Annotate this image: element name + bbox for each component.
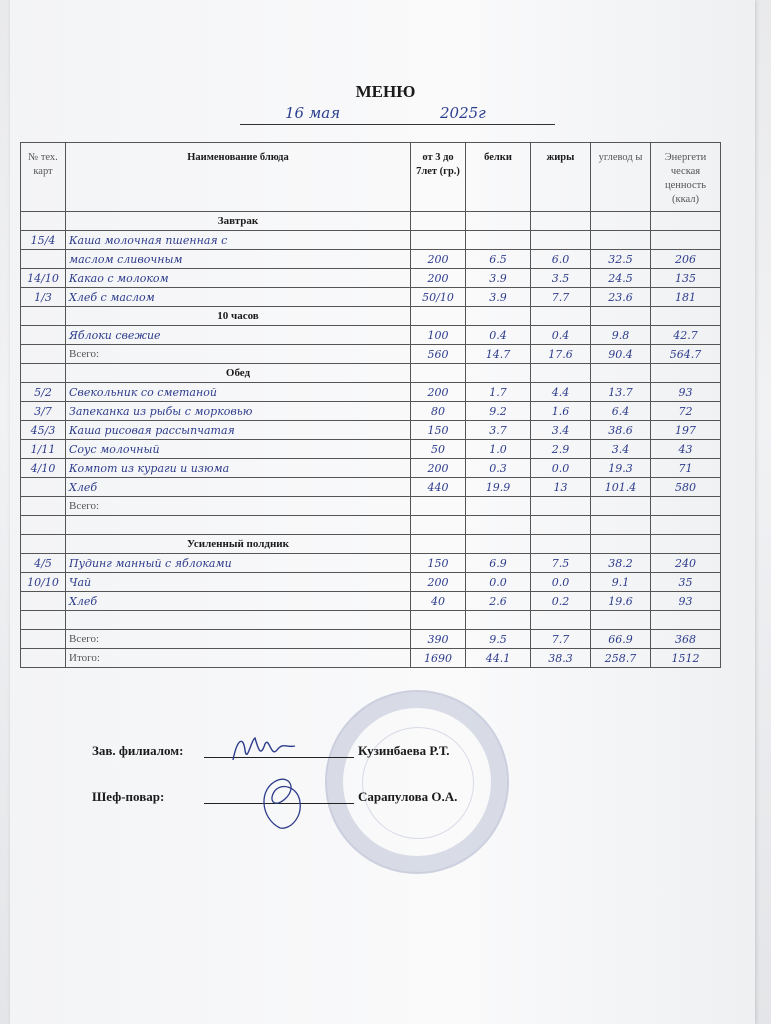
- cell-protein: 3.7: [466, 421, 531, 440]
- empty-cell: [21, 535, 66, 554]
- cell-name: Хлеб с маслом: [66, 288, 411, 307]
- header-name: Наименование блюда: [66, 143, 411, 212]
- empty-cell: [591, 212, 651, 231]
- cell-num: [21, 478, 66, 497]
- empty-cell: [651, 212, 721, 231]
- section-title: Усиленный полдник: [66, 535, 411, 554]
- section-title: 10 часов: [66, 307, 411, 326]
- total-carbs: 258.7: [591, 649, 651, 668]
- cell-energy: 42.7: [651, 326, 721, 345]
- empty-cell: [411, 611, 466, 630]
- cell-protein: [466, 231, 531, 250]
- cell-fat: 0.0: [531, 459, 591, 478]
- total-row: [21, 649, 721, 668]
- empty-cell: [531, 535, 591, 554]
- cell-fat: 7.7: [531, 288, 591, 307]
- blank-row: [21, 611, 721, 630]
- total-energy: 564.7: [651, 345, 721, 364]
- empty-cell: [411, 364, 466, 383]
- empty-cell: [21, 630, 66, 649]
- menu-date: [240, 104, 555, 125]
- header-portion: от 3 до 7лет (гр.): [411, 143, 466, 212]
- section-row: [21, 535, 721, 554]
- total-portion: 390: [411, 630, 466, 649]
- total-protein: 9.5: [466, 630, 531, 649]
- cell-energy: 135: [651, 269, 721, 288]
- blank-row: [21, 516, 721, 535]
- cell-portion: 50: [411, 440, 466, 459]
- table-row: [21, 402, 721, 421]
- empty-cell: [531, 307, 591, 326]
- cell-portion: 200: [411, 383, 466, 402]
- empty-cell: [66, 611, 411, 630]
- cell-name: Яблоки свежие: [66, 326, 411, 345]
- cell-energy: 35: [651, 573, 721, 592]
- cell-num: 15/4: [21, 231, 66, 250]
- empty-cell: [591, 307, 651, 326]
- chef-label: Шеф-повар:: [92, 789, 165, 804]
- empty-cell: [651, 497, 721, 516]
- cell-fat: 1.6: [531, 402, 591, 421]
- cell-name: Компот из кураги и изюма: [66, 459, 411, 478]
- cell-protein: 3.9: [466, 288, 531, 307]
- official-stamp: [325, 690, 509, 874]
- cell-name: Каша молочная пшенная с: [66, 231, 411, 250]
- cell-portion: 200: [411, 250, 466, 269]
- cell-num: [21, 592, 66, 611]
- cell-portion: 200: [411, 573, 466, 592]
- table-header-row: [21, 143, 721, 212]
- cell-carbs: 9.8: [591, 326, 651, 345]
- total-label: Итого:: [66, 649, 411, 668]
- cell-name: маслом сливочным: [66, 250, 411, 269]
- section-row: [21, 212, 721, 231]
- cell-protein: 3.9: [466, 269, 531, 288]
- empty-cell: [21, 345, 66, 364]
- cell-fat: 7.5: [531, 554, 591, 573]
- empty-cell: [466, 364, 531, 383]
- empty-cell: [531, 611, 591, 630]
- head-name: Кузинбаева Р.Т.: [358, 743, 450, 758]
- cell-num: 4/10: [21, 459, 66, 478]
- empty-cell: [411, 212, 466, 231]
- empty-cell: [651, 535, 721, 554]
- empty-cell: [531, 497, 591, 516]
- cell-fat: 13: [531, 478, 591, 497]
- cell-fat: 3.4: [531, 421, 591, 440]
- cell-protein: 6.5: [466, 250, 531, 269]
- empty-cell: [651, 516, 721, 535]
- table-row: [21, 459, 721, 478]
- header-num: № тех. карт: [21, 143, 66, 212]
- total-protein: 14.7: [466, 345, 531, 364]
- total-portion: 1690: [411, 649, 466, 668]
- header-carbs: углевод ы: [591, 143, 651, 212]
- empty-cell: [21, 364, 66, 383]
- table-row: [21, 250, 721, 269]
- cell-protein: 6.9: [466, 554, 531, 573]
- cell-num: 4/5: [21, 554, 66, 573]
- cell-portion: 150: [411, 421, 466, 440]
- header-fat: жиры: [531, 143, 591, 212]
- cell-name: Чай: [66, 573, 411, 592]
- cell-protein: 1.0: [466, 440, 531, 459]
- total-carbs: 66.9: [591, 630, 651, 649]
- total-label: Всего:: [66, 630, 411, 649]
- cell-fat: 6.0: [531, 250, 591, 269]
- empty-cell: [651, 364, 721, 383]
- menu-title: МЕНЮ: [355, 82, 416, 101]
- empty-cell: [591, 516, 651, 535]
- cell-name: Свекольник со сметаной: [66, 383, 411, 402]
- cell-fat: 0.0: [531, 573, 591, 592]
- total-label: Всего:: [66, 497, 411, 516]
- empty-cell: [591, 611, 651, 630]
- cell-num: 3/7: [21, 402, 66, 421]
- cell-energy: 43: [651, 440, 721, 459]
- cell-num: 14/10: [21, 269, 66, 288]
- cell-fat: 4.4: [531, 383, 591, 402]
- empty-cell: [466, 212, 531, 231]
- date-day: 16 мая: [285, 104, 341, 122]
- total-row: [21, 497, 721, 516]
- cell-name: Хлеб: [66, 592, 411, 611]
- head-label: Зав. филиалом:: [92, 743, 184, 758]
- total-row: [21, 630, 721, 649]
- empty-cell: [591, 364, 651, 383]
- cell-carbs: 13.7: [591, 383, 651, 402]
- cell-carbs: 9.1: [591, 573, 651, 592]
- table-row: [21, 288, 721, 307]
- empty-cell: [466, 516, 531, 535]
- empty-cell: [531, 516, 591, 535]
- cell-num: 1/11: [21, 440, 66, 459]
- empty-cell: [66, 516, 411, 535]
- table-row: [21, 554, 721, 573]
- cell-num: 1/3: [21, 288, 66, 307]
- total-fat: 17.6: [531, 345, 591, 364]
- menu-table: [20, 142, 721, 668]
- empty-cell: [591, 497, 651, 516]
- table-row: [21, 383, 721, 402]
- cell-name: Какао с молоком: [66, 269, 411, 288]
- total-row: [21, 345, 721, 364]
- empty-cell: [466, 611, 531, 630]
- cell-name: Запеканка из рыбы с морковью: [66, 402, 411, 421]
- chef-name: Сарапулова О.А.: [358, 789, 458, 804]
- section-row: [21, 307, 721, 326]
- empty-cell: [411, 307, 466, 326]
- section-title: Завтрак: [66, 212, 411, 231]
- cell-fat: 0.4: [531, 326, 591, 345]
- cell-num: 10/10: [21, 573, 66, 592]
- cell-name: Хлеб: [66, 478, 411, 497]
- section-title: Обед: [66, 364, 411, 383]
- cell-carbs: 24.5: [591, 269, 651, 288]
- cell-energy: 206: [651, 250, 721, 269]
- empty-cell: [21, 497, 66, 516]
- section-row: [21, 364, 721, 383]
- table-row: [21, 269, 721, 288]
- cell-energy: 93: [651, 592, 721, 611]
- cell-energy: 240: [651, 554, 721, 573]
- cell-portion: [411, 231, 466, 250]
- cell-portion: 100: [411, 326, 466, 345]
- total-energy: 1512: [651, 649, 721, 668]
- cell-energy: [651, 231, 721, 250]
- empty-cell: [651, 307, 721, 326]
- cell-name: Соус молочный: [66, 440, 411, 459]
- empty-cell: [466, 307, 531, 326]
- cell-energy: 181: [651, 288, 721, 307]
- total-fat: 7.7: [531, 630, 591, 649]
- total-protein: 44.1: [466, 649, 531, 668]
- cell-portion: 80: [411, 402, 466, 421]
- cell-carbs: 19.6: [591, 592, 651, 611]
- cell-carbs: 3.4: [591, 440, 651, 459]
- head-signature: [225, 730, 305, 770]
- empty-cell: [411, 516, 466, 535]
- chef-signature: [250, 768, 320, 838]
- cell-name: Пудинг манный с яблоками: [66, 554, 411, 573]
- cell-protein: 1.7: [466, 383, 531, 402]
- empty-cell: [466, 497, 531, 516]
- cell-num: [21, 326, 66, 345]
- cell-energy: 72: [651, 402, 721, 421]
- empty-cell: [591, 535, 651, 554]
- empty-cell: [21, 649, 66, 668]
- total-label: Всего:: [66, 345, 411, 364]
- cell-carbs: 38.2: [591, 554, 651, 573]
- cell-energy: 580: [651, 478, 721, 497]
- total-fat: 38.3: [531, 649, 591, 668]
- cell-protein: 9.2: [466, 402, 531, 421]
- cell-portion: 200: [411, 459, 466, 478]
- cell-energy: 93: [651, 383, 721, 402]
- cell-fat: 0.2: [531, 592, 591, 611]
- cell-num: 5/2: [21, 383, 66, 402]
- cell-portion: 200: [411, 269, 466, 288]
- cell-protein: 0.0: [466, 573, 531, 592]
- table-row: [21, 573, 721, 592]
- cell-num: 45/3: [21, 421, 66, 440]
- total-carbs: 90.4: [591, 345, 651, 364]
- empty-cell: [21, 212, 66, 231]
- cell-energy: 197: [651, 421, 721, 440]
- empty-cell: [531, 364, 591, 383]
- cell-protein: 0.3: [466, 459, 531, 478]
- header-protein: белки: [466, 143, 531, 212]
- cell-protein: 19.9: [466, 478, 531, 497]
- empty-cell: [466, 535, 531, 554]
- cell-fat: 3.5: [531, 269, 591, 288]
- cell-num: [21, 250, 66, 269]
- cell-energy: 71: [651, 459, 721, 478]
- cell-protein: 0.4: [466, 326, 531, 345]
- table-row: [21, 440, 721, 459]
- empty-cell: [651, 611, 721, 630]
- cell-carbs: 23.6: [591, 288, 651, 307]
- cell-protein: 2.6: [466, 592, 531, 611]
- cell-carbs: 38.6: [591, 421, 651, 440]
- table-row: [21, 478, 721, 497]
- cell-carbs: 6.4: [591, 402, 651, 421]
- empty-cell: [21, 611, 66, 630]
- cell-carbs: 19.3: [591, 459, 651, 478]
- empty-cell: [21, 516, 66, 535]
- table-row: [21, 326, 721, 345]
- cell-name: Каша рисовая рассыпчатая: [66, 421, 411, 440]
- cell-fat: [531, 231, 591, 250]
- total-portion: 560: [411, 345, 466, 364]
- cell-portion: 40: [411, 592, 466, 611]
- cell-carbs: [591, 231, 651, 250]
- table-row: [21, 592, 721, 611]
- empty-cell: [411, 497, 466, 516]
- cell-portion: 50/10: [411, 288, 466, 307]
- cell-portion: 440: [411, 478, 466, 497]
- cell-carbs: 101.4: [591, 478, 651, 497]
- cell-carbs: 32.5: [591, 250, 651, 269]
- empty-cell: [21, 307, 66, 326]
- header-energy: Энергети ческая ценность (ккал): [651, 143, 721, 212]
- total-energy: 368: [651, 630, 721, 649]
- cell-fat: 2.9: [531, 440, 591, 459]
- empty-cell: [411, 535, 466, 554]
- table-row: [21, 231, 721, 250]
- date-year: 2025г: [440, 104, 486, 122]
- table-row: [21, 421, 721, 440]
- empty-cell: [531, 212, 591, 231]
- cell-portion: 150: [411, 554, 466, 573]
